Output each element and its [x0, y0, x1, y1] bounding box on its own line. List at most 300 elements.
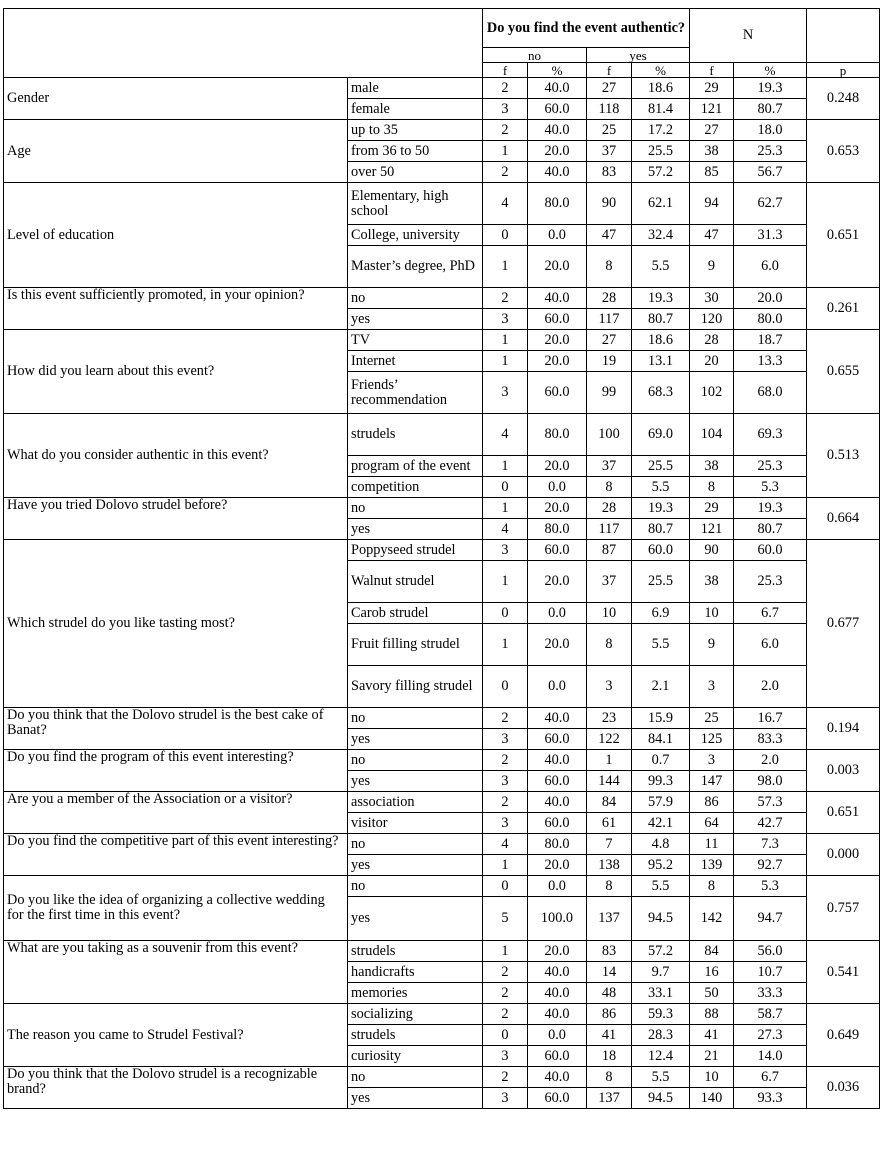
table-row: [4, 120, 880, 141]
answer-cell: female: [348, 99, 483, 120]
yes-pct-cell: 15.9: [632, 708, 690, 729]
n-pct-cell: 14.0: [734, 1046, 807, 1067]
answer-cell: strudels: [348, 1025, 483, 1046]
n-pct-cell: 5.3: [734, 876, 807, 897]
no-pct-cell: 60.0: [528, 540, 587, 561]
n-pct-cell: 69.3: [734, 414, 807, 456]
n-f-cell: 85: [690, 162, 734, 183]
no-pct-cell: 0.0: [528, 477, 587, 498]
no-pct-cell: 20.0: [528, 351, 587, 372]
yes-pct-cell: 19.3: [632, 498, 690, 519]
n-f-cell: 41: [690, 1025, 734, 1046]
question-cell: What do you consider authentic in this event?: [4, 414, 348, 498]
yes-f-cell: 37: [587, 561, 632, 603]
no-f-cell: 0: [483, 876, 528, 897]
n-pct-cell: 98.0: [734, 771, 807, 792]
n-pct-cell: 6.7: [734, 1067, 807, 1088]
question-cell: What are you taking as a souvenir from this event?: [4, 941, 348, 1004]
yes-f-cell: 8: [587, 624, 632, 666]
n-pct-cell: 19.3: [734, 498, 807, 519]
yes-f-cell: 37: [587, 456, 632, 477]
yes-pct-cell: 5.5: [632, 624, 690, 666]
n-f-cell: 142: [690, 897, 734, 941]
answer-cell: socializing: [348, 1004, 483, 1025]
no-f-cell: 2: [483, 78, 528, 99]
question-cell: Do you like the idea of organizing a collective wedding for the first time in this event?: [4, 876, 348, 941]
no-f-cell: 0: [483, 603, 528, 624]
no-f-cell: 0: [483, 666, 528, 708]
yes-pct-cell: 99.3: [632, 771, 690, 792]
no-f-cell: 3: [483, 372, 528, 414]
no-pct-cell: 80.0: [528, 414, 587, 456]
n-f-cell: 64: [690, 813, 734, 834]
n-pct-cell: 10.7: [734, 962, 807, 983]
no-f-cell: 2: [483, 288, 528, 309]
yes-f-cell: 23: [587, 708, 632, 729]
table-body: [4, 78, 880, 1109]
answer-cell: Elementary, high school: [348, 183, 483, 225]
no-f-cell: 3: [483, 309, 528, 330]
no-pct-cell: 60.0: [528, 372, 587, 414]
header-f: f: [587, 63, 632, 78]
question-cell: Do you find the competitive part of this event interesting?: [4, 834, 348, 876]
answer-cell: yes: [348, 729, 483, 750]
yes-pct-cell: 57.9: [632, 792, 690, 813]
answer-cell: no: [348, 288, 483, 309]
header-question: Do you find the event authentic?: [483, 9, 690, 48]
n-pct-cell: 27.3: [734, 1025, 807, 1046]
question-cell: How did you learn about this event?: [4, 330, 348, 414]
p-value-cell: 0.003: [807, 750, 880, 792]
answer-cell: from 36 to 50: [348, 141, 483, 162]
n-f-cell: 50: [690, 983, 734, 1004]
p-value-cell: 0.664: [807, 498, 880, 540]
table-row: [4, 78, 880, 99]
yes-f-cell: 18: [587, 1046, 632, 1067]
n-pct-cell: 2.0: [734, 666, 807, 708]
answer-cell: male: [348, 78, 483, 99]
no-f-cell: 2: [483, 750, 528, 771]
n-f-cell: 90: [690, 540, 734, 561]
answer-cell: strudels: [348, 414, 483, 456]
yes-f-cell: 8: [587, 246, 632, 288]
no-pct-cell: 40.0: [528, 1004, 587, 1025]
n-pct-cell: 80.7: [734, 99, 807, 120]
no-f-cell: 2: [483, 792, 528, 813]
yes-f-cell: 84: [587, 792, 632, 813]
yes-f-cell: 19: [587, 351, 632, 372]
yes-f-cell: 8: [587, 876, 632, 897]
n-pct-cell: 62.7: [734, 183, 807, 225]
p-value-cell: 0.000: [807, 834, 880, 876]
n-f-cell: 84: [690, 941, 734, 962]
no-pct-cell: 0.0: [528, 603, 587, 624]
answer-cell: yes: [348, 855, 483, 876]
no-pct-cell: 20.0: [528, 624, 587, 666]
yes-pct-cell: 6.9: [632, 603, 690, 624]
yes-pct-cell: 95.2: [632, 855, 690, 876]
yes-pct-cell: 13.1: [632, 351, 690, 372]
n-pct-cell: 80.0: [734, 309, 807, 330]
yes-f-cell: 137: [587, 1088, 632, 1109]
question-cell: Is this event sufficiently promoted, in your opinion?: [4, 288, 348, 330]
header-pct: %: [632, 63, 690, 78]
yes-pct-cell: 84.1: [632, 729, 690, 750]
n-pct-cell: 2.0: [734, 750, 807, 771]
n-f-cell: 121: [690, 99, 734, 120]
p-value-cell: 0.248: [807, 78, 880, 120]
no-pct-cell: 40.0: [528, 120, 587, 141]
n-f-cell: 29: [690, 498, 734, 519]
yes-f-cell: 28: [587, 288, 632, 309]
no-f-cell: 3: [483, 813, 528, 834]
answer-cell: competition: [348, 477, 483, 498]
question-cell: Do you find the program of this event interesting?: [4, 750, 348, 792]
table-row: [4, 792, 880, 813]
n-f-cell: 38: [690, 456, 734, 477]
n-f-cell: 88: [690, 1004, 734, 1025]
n-pct-cell: 20.0: [734, 288, 807, 309]
no-f-cell: 1: [483, 141, 528, 162]
n-f-cell: 9: [690, 246, 734, 288]
table-row: [4, 498, 880, 519]
yes-f-cell: 27: [587, 78, 632, 99]
yes-f-cell: 90: [587, 183, 632, 225]
p-value-cell: 0.513: [807, 414, 880, 498]
table-row: [4, 183, 880, 225]
n-pct-cell: 6.0: [734, 246, 807, 288]
header-pct: %: [528, 63, 587, 78]
header-pct: %: [734, 63, 807, 78]
table-row: [4, 941, 880, 962]
no-pct-cell: 40.0: [528, 962, 587, 983]
yes-f-cell: 117: [587, 519, 632, 540]
n-pct-cell: 13.3: [734, 351, 807, 372]
question-cell: Age: [4, 120, 348, 183]
n-pct-cell: 60.0: [734, 540, 807, 561]
n-f-cell: 125: [690, 729, 734, 750]
header-p: p: [807, 63, 880, 78]
answer-cell: TV: [348, 330, 483, 351]
no-pct-cell: 60.0: [528, 1088, 587, 1109]
no-pct-cell: 0.0: [528, 876, 587, 897]
yes-f-cell: 41: [587, 1025, 632, 1046]
yes-pct-cell: 5.5: [632, 246, 690, 288]
no-f-cell: 2: [483, 120, 528, 141]
yes-f-cell: 37: [587, 141, 632, 162]
yes-f-cell: 83: [587, 162, 632, 183]
no-f-cell: 0: [483, 477, 528, 498]
table-row: [4, 750, 880, 771]
answer-cell: no: [348, 750, 483, 771]
yes-f-cell: 3: [587, 666, 632, 708]
yes-pct-cell: 80.7: [632, 519, 690, 540]
yes-f-cell: 7: [587, 834, 632, 855]
n-pct-cell: 68.0: [734, 372, 807, 414]
no-pct-cell: 40.0: [528, 750, 587, 771]
n-f-cell: 9: [690, 624, 734, 666]
yes-pct-cell: 19.3: [632, 288, 690, 309]
table-row: [4, 834, 880, 855]
yes-pct-cell: 9.7: [632, 962, 690, 983]
no-f-cell: 3: [483, 729, 528, 750]
n-pct-cell: 56.0: [734, 941, 807, 962]
yes-f-cell: 99: [587, 372, 632, 414]
no-f-cell: 2: [483, 1067, 528, 1088]
no-f-cell: 1: [483, 561, 528, 603]
answer-cell: over 50: [348, 162, 483, 183]
no-f-cell: 2: [483, 162, 528, 183]
no-f-cell: 1: [483, 498, 528, 519]
n-pct-cell: 6.0: [734, 624, 807, 666]
n-f-cell: 147: [690, 771, 734, 792]
header-n: N: [690, 9, 807, 63]
no-pct-cell: 20.0: [528, 561, 587, 603]
yes-f-cell: 14: [587, 962, 632, 983]
n-pct-cell: 58.7: [734, 1004, 807, 1025]
no-f-cell: 4: [483, 183, 528, 225]
n-pct-cell: 93.3: [734, 1088, 807, 1109]
no-f-cell: 0: [483, 1025, 528, 1046]
table-row: [4, 330, 880, 351]
table-row: [4, 540, 880, 561]
n-pct-cell: 92.7: [734, 855, 807, 876]
n-f-cell: 120: [690, 309, 734, 330]
no-pct-cell: 0.0: [528, 225, 587, 246]
table-row: [4, 708, 880, 729]
yes-f-cell: 83: [587, 941, 632, 962]
yes-pct-cell: 25.5: [632, 141, 690, 162]
yes-pct-cell: 42.1: [632, 813, 690, 834]
yes-f-cell: 25: [587, 120, 632, 141]
n-pct-cell: 18.7: [734, 330, 807, 351]
answer-cell: yes: [348, 309, 483, 330]
no-pct-cell: 40.0: [528, 162, 587, 183]
p-value-cell: 0.261: [807, 288, 880, 330]
yes-pct-cell: 2.1: [632, 666, 690, 708]
n-f-cell: 16: [690, 962, 734, 983]
n-f-cell: 8: [690, 876, 734, 897]
no-f-cell: 2: [483, 1004, 528, 1025]
p-value-cell: 0.653: [807, 120, 880, 183]
answer-cell: yes: [348, 897, 483, 941]
yes-pct-cell: 25.5: [632, 561, 690, 603]
answer-cell: yes: [348, 519, 483, 540]
no-f-cell: 3: [483, 1088, 528, 1109]
answer-cell: yes: [348, 771, 483, 792]
yes-f-cell: 10: [587, 603, 632, 624]
yes-f-cell: 118: [587, 99, 632, 120]
no-f-cell: 3: [483, 1046, 528, 1067]
n-f-cell: 11: [690, 834, 734, 855]
header-empty-cell: [4, 9, 483, 78]
yes-pct-cell: 5.5: [632, 477, 690, 498]
n-f-cell: 10: [690, 603, 734, 624]
yes-pct-cell: 28.3: [632, 1025, 690, 1046]
p-value-cell: 0.194: [807, 708, 880, 750]
no-pct-cell: 60.0: [528, 99, 587, 120]
header-no: no: [483, 48, 587, 63]
yes-f-cell: 144: [587, 771, 632, 792]
yes-pct-cell: 94.5: [632, 1088, 690, 1109]
no-pct-cell: 40.0: [528, 983, 587, 1004]
no-f-cell: 1: [483, 351, 528, 372]
yes-pct-cell: 59.3: [632, 1004, 690, 1025]
p-value-cell: 0.651: [807, 792, 880, 834]
no-pct-cell: 0.0: [528, 666, 587, 708]
yes-pct-cell: 81.4: [632, 99, 690, 120]
yes-pct-cell: 94.5: [632, 897, 690, 941]
table-row: [4, 876, 880, 897]
yes-f-cell: 137: [587, 897, 632, 941]
no-pct-cell: 20.0: [528, 330, 587, 351]
n-f-cell: 10: [690, 1067, 734, 1088]
answer-cell: strudels: [348, 941, 483, 962]
no-f-cell: 2: [483, 708, 528, 729]
header-f: f: [690, 63, 734, 78]
question-cell: Are you a member of the Association or a visitor?: [4, 792, 348, 834]
answer-cell: no: [348, 834, 483, 855]
n-pct-cell: 5.3: [734, 477, 807, 498]
no-f-cell: 1: [483, 855, 528, 876]
yes-f-cell: 138: [587, 855, 632, 876]
no-f-cell: 5: [483, 897, 528, 941]
answer-cell: yes: [348, 1088, 483, 1109]
no-pct-cell: 40.0: [528, 708, 587, 729]
p-value-cell: 0.649: [807, 1004, 880, 1067]
no-pct-cell: 60.0: [528, 729, 587, 750]
survey-table: [3, 8, 880, 1109]
no-pct-cell: 20.0: [528, 941, 587, 962]
question-cell: Which strudel do you like tasting most?: [4, 540, 348, 708]
no-pct-cell: 20.0: [528, 498, 587, 519]
n-f-cell: 25: [690, 708, 734, 729]
n-pct-cell: 6.7: [734, 603, 807, 624]
n-f-cell: 21: [690, 1046, 734, 1067]
n-pct-cell: 25.3: [734, 141, 807, 162]
yes-f-cell: 122: [587, 729, 632, 750]
n-pct-cell: 18.0: [734, 120, 807, 141]
n-pct-cell: 83.3: [734, 729, 807, 750]
n-f-cell: 94: [690, 183, 734, 225]
n-f-cell: 20: [690, 351, 734, 372]
n-f-cell: 8: [690, 477, 734, 498]
answer-cell: memories: [348, 983, 483, 1004]
answer-cell: up to 35: [348, 120, 483, 141]
no-f-cell: 4: [483, 414, 528, 456]
yes-pct-cell: 5.5: [632, 876, 690, 897]
n-pct-cell: 57.3: [734, 792, 807, 813]
n-pct-cell: 42.7: [734, 813, 807, 834]
yes-pct-cell: 80.7: [632, 309, 690, 330]
n-f-cell: 38: [690, 561, 734, 603]
yes-f-cell: 100: [587, 414, 632, 456]
question-cell: Level of education: [4, 183, 348, 288]
p-value-cell: 0.541: [807, 941, 880, 1004]
answer-cell: visitor: [348, 813, 483, 834]
n-pct-cell: 25.3: [734, 456, 807, 477]
p-value-cell: 0.036: [807, 1067, 880, 1109]
answer-cell: curiosity: [348, 1046, 483, 1067]
question-cell: Have you tried Dolovo strudel before?: [4, 498, 348, 540]
no-pct-cell: 40.0: [528, 288, 587, 309]
yes-pct-cell: 18.6: [632, 330, 690, 351]
answer-cell: Savory filling strudel: [348, 666, 483, 708]
table-row: [4, 1004, 880, 1025]
no-f-cell: 1: [483, 941, 528, 962]
n-f-cell: 47: [690, 225, 734, 246]
p-value-cell: 0.655: [807, 330, 880, 414]
answer-cell: no: [348, 498, 483, 519]
yes-f-cell: 8: [587, 477, 632, 498]
answer-cell: no: [348, 876, 483, 897]
no-pct-cell: 20.0: [528, 141, 587, 162]
p-value-cell: 0.651: [807, 183, 880, 288]
no-f-cell: 0: [483, 225, 528, 246]
n-pct-cell: 94.7: [734, 897, 807, 941]
n-f-cell: 28: [690, 330, 734, 351]
no-pct-cell: 40.0: [528, 1067, 587, 1088]
answer-cell: handicrafts: [348, 962, 483, 983]
no-pct-cell: 60.0: [528, 1046, 587, 1067]
no-pct-cell: 20.0: [528, 456, 587, 477]
yes-pct-cell: 68.3: [632, 372, 690, 414]
header-yes: yes: [587, 48, 690, 63]
n-pct-cell: 19.3: [734, 78, 807, 99]
question-cell: The reason you came to Strudel Festival?: [4, 1004, 348, 1067]
answer-cell: Friends’ recommendation: [348, 372, 483, 414]
n-pct-cell: 7.3: [734, 834, 807, 855]
no-f-cell: 1: [483, 624, 528, 666]
yes-pct-cell: 57.2: [632, 941, 690, 962]
no-pct-cell: 20.0: [528, 246, 587, 288]
yes-pct-cell: 57.2: [632, 162, 690, 183]
n-pct-cell: 56.7: [734, 162, 807, 183]
n-f-cell: 3: [690, 750, 734, 771]
no-f-cell: 3: [483, 99, 528, 120]
yes-pct-cell: 12.4: [632, 1046, 690, 1067]
yes-pct-cell: 32.4: [632, 225, 690, 246]
yes-f-cell: 48: [587, 983, 632, 1004]
no-f-cell: 2: [483, 962, 528, 983]
no-pct-cell: 80.0: [528, 183, 587, 225]
header-f: f: [483, 63, 528, 78]
question-cell: Do you think that the Dolovo strudel is the best cake of Banat?: [4, 708, 348, 750]
no-f-cell: 2: [483, 983, 528, 1004]
yes-pct-cell: 17.2: [632, 120, 690, 141]
answer-cell: Fruit filling strudel: [348, 624, 483, 666]
yes-pct-cell: 4.8: [632, 834, 690, 855]
yes-f-cell: 61: [587, 813, 632, 834]
no-pct-cell: 80.0: [528, 519, 587, 540]
yes-f-cell: 8: [587, 1067, 632, 1088]
no-f-cell: 4: [483, 834, 528, 855]
n-pct-cell: 16.7: [734, 708, 807, 729]
yes-f-cell: 117: [587, 309, 632, 330]
no-f-cell: 4: [483, 519, 528, 540]
p-value-cell: 0.757: [807, 876, 880, 941]
n-pct-cell: 33.3: [734, 983, 807, 1004]
table-row: [4, 1067, 880, 1088]
no-pct-cell: 60.0: [528, 771, 587, 792]
answer-cell: Poppyseed strudel: [348, 540, 483, 561]
yes-pct-cell: 33.1: [632, 983, 690, 1004]
header-p-blank: [807, 9, 880, 63]
no-pct-cell: 60.0: [528, 309, 587, 330]
header-row-1: [4, 9, 880, 48]
answer-cell: Carob strudel: [348, 603, 483, 624]
no-pct-cell: 100.0: [528, 897, 587, 941]
